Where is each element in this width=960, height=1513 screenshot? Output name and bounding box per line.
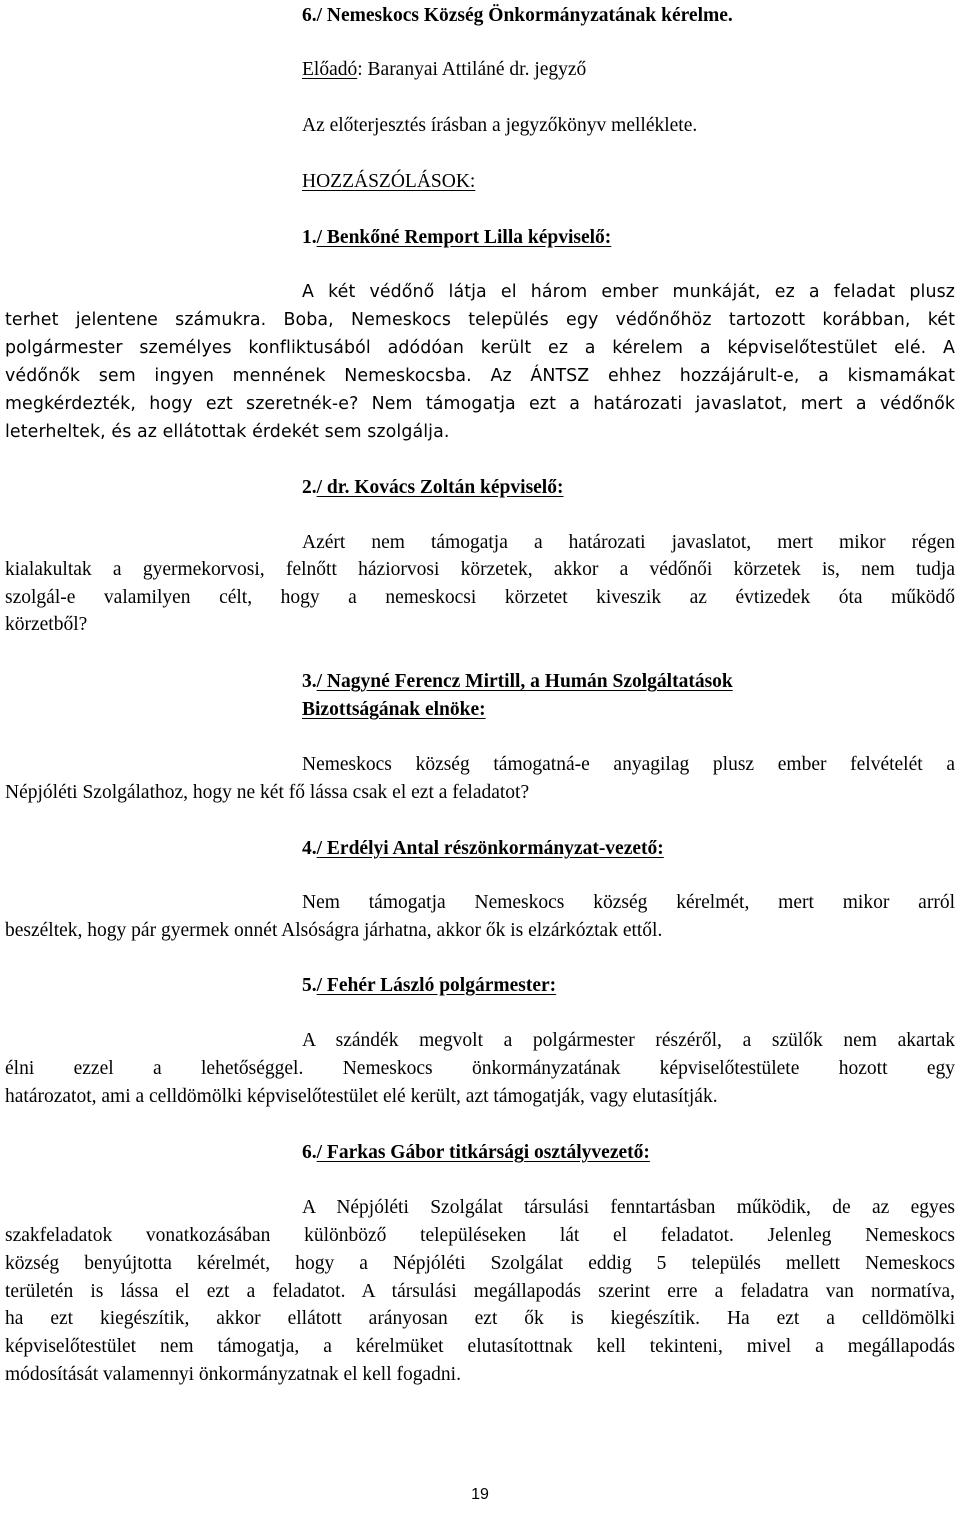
speaker-6-number: 6. (302, 1142, 317, 1163)
speaker-1-text-line: polgármester személyes konfliktusából adódóan került ez a kérelem a képviselőtestület elé. A (5, 338, 955, 358)
speaker-5-name: / Fehér László polgármester: (316, 975, 557, 996)
speaker-6-text-line: község benyújtotta kérelmét, hogy a Népjóléti Szolgálat eddig 5 település mellett Nemeskocs (5, 1253, 955, 1274)
speaker-2-heading (302, 475, 955, 501)
speaker-4-text-line: beszéltek, hogy pár gyermek onnét Alsóságra járhatna, akkor ők is elzárkóztak ettől. (5, 920, 663, 941)
speaker-2-number: 2. (302, 477, 317, 498)
speaker-2-text-line: körzetből? (5, 614, 88, 635)
speaker-6-heading (302, 1140, 955, 1166)
speaker-1-heading (302, 225, 955, 251)
speaker-6-text-line: területén is lássa el ezt a feladatot. A társulási megállapodás szerint erre a feladatra van normatíva, (5, 1281, 955, 1302)
speaker-1-number: 1. (302, 227, 317, 248)
speaker-6-text-line: képviselőtestület nem támogatja, a kérelmüket elutasítottnak kell tekinteni, mivel a megállapodás (5, 1336, 955, 1357)
speaker-3-number: 3. (302, 671, 317, 692)
speaker-4-number: 4. (302, 838, 317, 859)
presenter-name: : Baranyai Attiláné dr. jegyző (357, 59, 587, 80)
speaker-6-text-line: módosítását valamennyi önkormányzatnak el kell fogadni. (5, 1364, 461, 1385)
speaker-1-text-line: leterheltek, és az ellátottak érdekét sem szolgálja. (5, 422, 450, 442)
speaker-5-number: 5. (302, 975, 317, 996)
speaker-3-name: / Nagyné Ferencz Mirtill, a Humán Szolgáltatások (316, 671, 733, 692)
speaker-1-text-line: A két védőnő látja el három ember munkáját, ez a feladat plusz (302, 282, 955, 302)
speaker-5-text-line: élni ezzel a lehetőséggel. Nemeskocs önkormányzatának képviselőtestülete hozott egy (5, 1058, 955, 1079)
presenter-label: Előadó (302, 59, 358, 80)
speaker-3-text-line: Nemeskocs község támogatná-e anyagilag plusz ember felvételét a (302, 754, 955, 775)
comments-heading (302, 169, 955, 195)
presenter-line (302, 57, 955, 83)
speaker-1-text-line: védőnők sem ingyen mennének Nemeskocsba. Az ÁNTSZ ehhez hozzájárult-e, a kismamákat (5, 366, 955, 386)
speaker-3-heading-line2 (302, 697, 955, 723)
speaker-3-name-cont: Bizottságának elnöke: (302, 699, 486, 720)
attachment-note: Az előterjesztés írásban a jegyzőkönyv melléklete. (302, 115, 698, 136)
page-number: 19 (471, 1486, 489, 1503)
speaker-4-name: / Erdélyi Antal részönkormányzat-vezető: (316, 838, 664, 859)
speaker-1-name: / Benkőné Remport Lilla képviselő: (316, 227, 612, 248)
speaker-4-text-line: Nem támogatja Nemeskocs község kérelmét, mert mikor arról (302, 892, 955, 913)
speaker-2-text-line: szolgál-e valamilyen célt, hogy a nemeskocsi körzetet kiveszik az évtizedek óta működő (5, 587, 955, 608)
speaker-5-text-line: A szándék megvolt a polgármester részéről, a szülők nem akartak (302, 1030, 955, 1051)
speaker-2-name: / dr. Kovács Zoltán képviselő: (316, 477, 564, 498)
speaker-4-heading (302, 836, 955, 862)
speaker-6-name: / Farkas Gábor titkársági osztályvezető: (316, 1142, 650, 1163)
comments-title: HOZZÁSZÓLÁSOK: (302, 171, 476, 192)
speaker-1-text-line: megkérdezték, hogy ezt szeretnék-e? Nem támogatja ezt a határozati javaslatot, mert a védőnők (5, 394, 955, 414)
speaker-2-text-line: Azért nem támogatja a határozati javaslatot, mert mikor régen (302, 532, 955, 553)
speaker-3-heading (302, 669, 955, 695)
speaker-3-text-line: Népjóléti Szolgálathoz, hogy ne két fő lássa csak el ezt a feladatot? (5, 782, 530, 803)
speaker-6-text-line: A Népjóléti Szolgálat társulási fenntartásban működik, de az egyes (302, 1197, 955, 1218)
speaker-6-text-line: ha ezt kiegészítik, akkor ellátott arányosan ezt ők is kiegészítik. Ha ezt a celldömölki (5, 1308, 955, 1329)
speaker-6-text-line: szakfeladatok vonatkozásában különböző településeken lát el feladatot. Jelenleg Nemeskocs (5, 1225, 955, 1246)
speaker-5-heading (302, 973, 955, 999)
speaker-5-text-line: határozatot, ami a celldömölki képviselőtestület elé került, azt támogatják, vagy elutasítják. (5, 1086, 718, 1107)
agenda-item-title: 6./ Nemeskocs Község Önkormányzatának kérelme. (302, 5, 733, 26)
speaker-2-text-line: kialakultak a gyermekorvosi, felnőtt háziorvosi körzetek, akkor a védőnői körzetek is, nem tudja (5, 559, 955, 580)
speaker-1-text-line: terhet jelentene számukra. Boba, Nemeskocs település egy védőnőhöz tartozott korábban, két (5, 310, 955, 330)
